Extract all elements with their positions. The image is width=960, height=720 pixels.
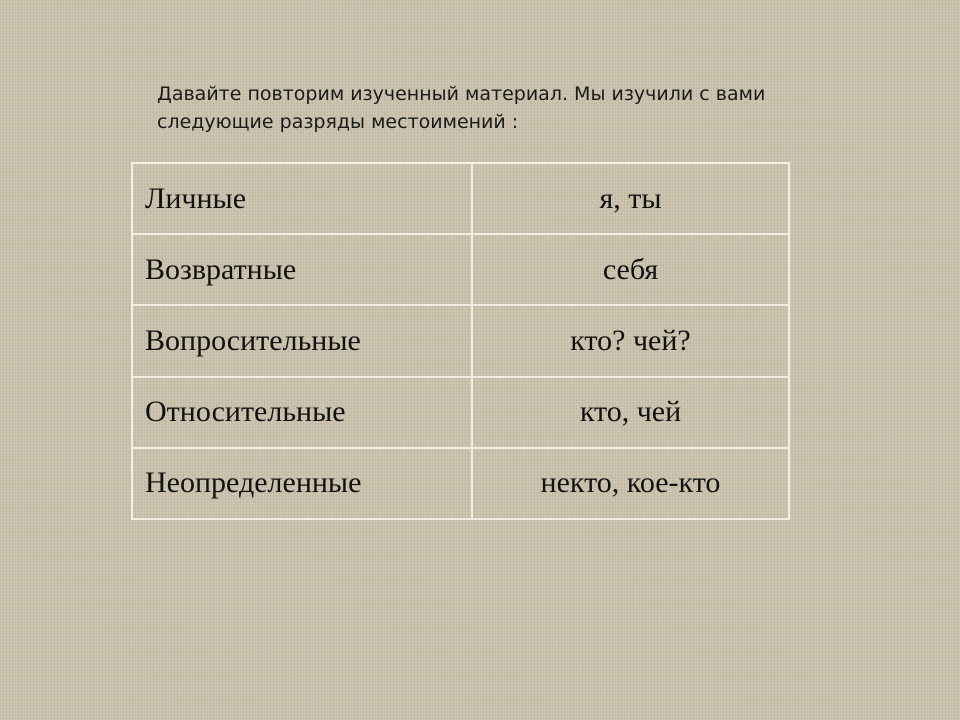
- pronoun-type-cell: Относительные: [132, 377, 472, 448]
- intro-text: [157, 80, 837, 136]
- table-row: [132, 377, 789, 448]
- pronoun-example-cell: некто, кое-кто: [472, 448, 789, 519]
- pronoun-type-cell: Неопределенные: [132, 448, 472, 519]
- pronoun-example-cell: я, ты: [472, 163, 789, 234]
- pronoun-example-cell: себя: [472, 234, 789, 305]
- pronoun-type-cell: Возвратные: [132, 234, 472, 305]
- table-row: [132, 448, 789, 519]
- pronoun-categories-table: [131, 162, 790, 520]
- table-row: [132, 163, 789, 234]
- pronoun-example-cell: кто, чей: [472, 377, 789, 448]
- pronoun-type-cell: Личные: [132, 163, 472, 234]
- table-row: [132, 305, 789, 376]
- pronoun-example-cell: кто? чей?: [472, 305, 789, 376]
- intro-line-1: Давайте повторим изученный материал. Мы изучили с вами: [157, 83, 766, 105]
- intro-line-2: следующие разряды местоимений :: [157, 111, 519, 133]
- table-row: [132, 234, 789, 305]
- pronoun-type-cell: Вопросительные: [132, 305, 472, 376]
